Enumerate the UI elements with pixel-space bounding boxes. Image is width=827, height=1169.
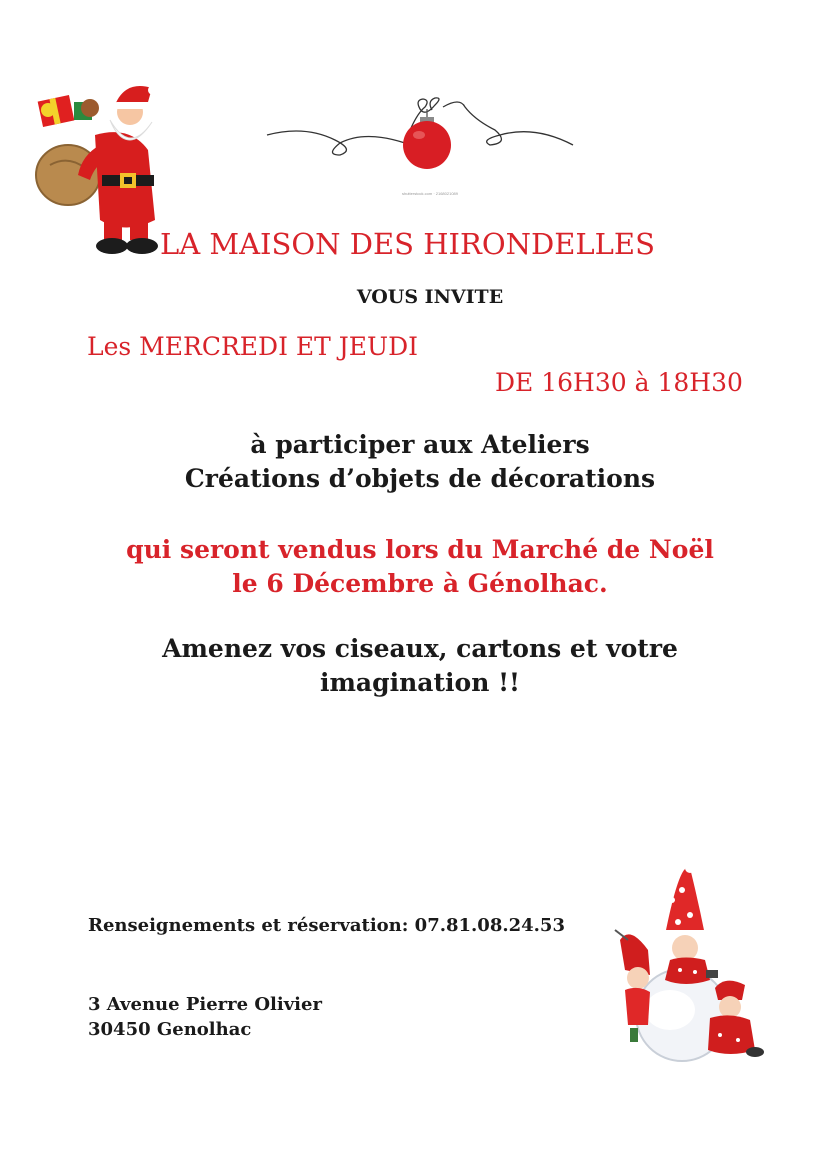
schedule-days: Les MERCREDI ET JEUDI [87,332,419,361]
address-city: 30450 Genolhac [88,1019,252,1040]
address-block [88,992,322,1042]
ateliers-line: Créations d’objets de décorations [184,464,656,493]
marche-line: le 6 Décembre à Génolhac. [232,569,608,598]
schedule-hours: DE 16H30 à 18H30 [495,368,743,397]
contact-phone-line: Renseignements et réservation: 07.81.08.24.53 [88,915,565,936]
christmas-elves-icon [610,860,775,1070]
marche-paragraph [100,533,740,601]
invite-subtitle: VOUS INVITE [356,286,504,308]
christmas-ornament-icon [265,95,575,190]
amenez-line: Amenez vos ciseaux, cartons et votre [162,634,678,663]
address-street: 3 Avenue Pierre Olivier [88,994,322,1015]
ateliers-line: à participer aux Ateliers [250,430,590,459]
image-credit: shutterstock.com · 2168021089 [401,191,459,196]
page-title: LA MAISON DES HIRONDELLES [160,227,655,261]
amenez-paragraph [100,632,740,700]
marche-line: qui seront vendus lors du Marché de Noël [126,535,714,564]
amenez-line: imagination !! [319,668,521,697]
ateliers-paragraph [100,428,740,496]
santa-claus-icon [30,80,170,265]
